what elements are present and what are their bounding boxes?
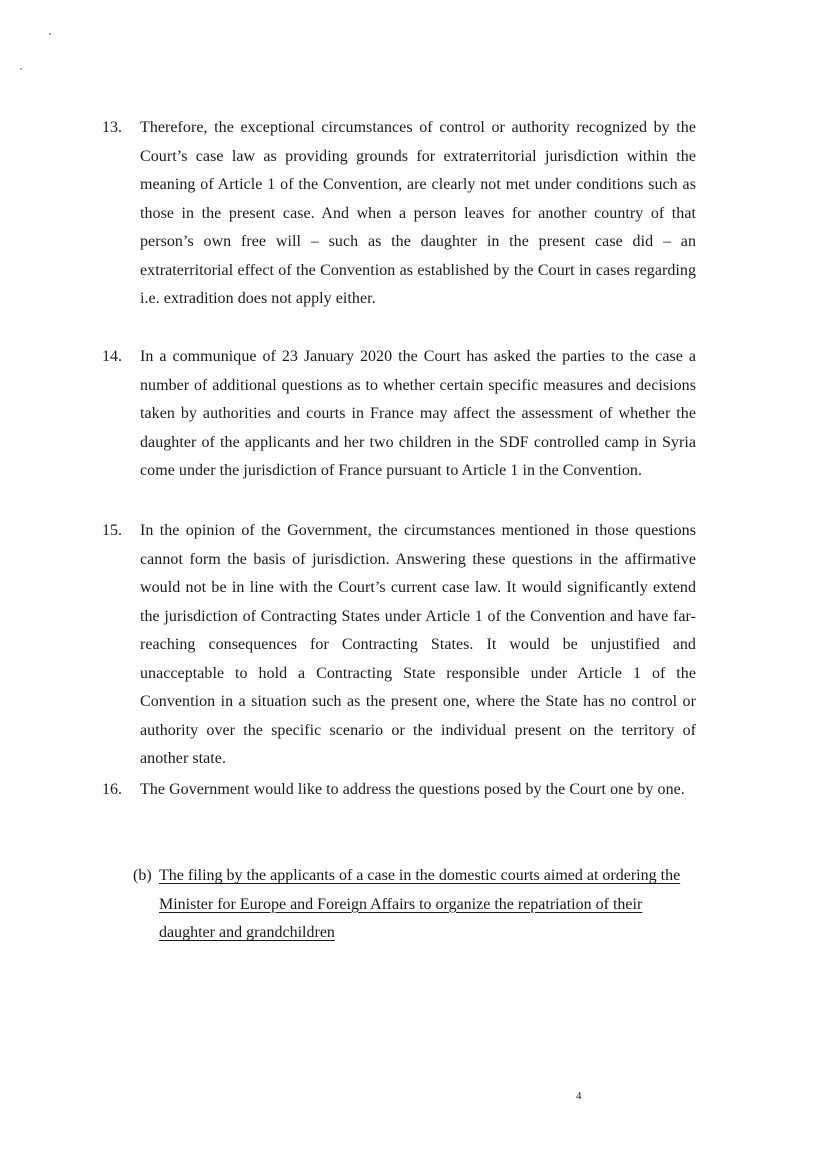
scan-speck xyxy=(49,33,51,35)
paragraph-text: In the opinion of the Government, the circumstances mentioned in those questions cannot form the basis of jurisdiction. Answering these questions in the affirmative would not be in line with the Court’s current case law. It would significantly extend the jurisdiction of Contracting States under Article 1 of the Convention and have far-reaching consequences for Contracting States. It would be unjustified and unacceptable to hold a Contracting State responsible under Article 1 of the Convention in a situation such as the present one, where the State has no control or authority over the specific scenario or the individual present on the territory of another state. xyxy=(140,522,696,767)
page-number: 4 xyxy=(576,1090,582,1102)
paragraph-number: 14. xyxy=(102,348,122,365)
subparagraph-label: (b) xyxy=(133,867,152,884)
paragraph-15 xyxy=(96,517,696,774)
paragraph-14 xyxy=(96,343,696,486)
paragraph-number: 13. xyxy=(102,119,122,136)
paragraph-number: 15. xyxy=(102,522,122,539)
paragraph-16 xyxy=(96,776,696,805)
paragraph-text: In a communique of 23 January 2020 the Court has asked the parties to the case a number of additional questions as to whether certain specific measures and decisions taken by authorities and courts in France may affect the assessment of whether the daughter of the applicants and her two children in the SDF controlled camp in Syria come under the jurisdiction of France pursuant to Article 1 in the Convention. xyxy=(140,348,696,479)
paragraph-text: The Government would like to address the questions posed by the Court one by one. xyxy=(140,781,685,798)
subparagraph-heading: The filing by the applicants of a case in the domestic courts aimed at ordering the Minister for Europe and Foreign Affairs to organize the repatriation of their daughter and grandchildren xyxy=(159,867,681,941)
scan-speck xyxy=(20,68,22,70)
paragraph-13 xyxy=(96,114,696,314)
subparagraph-b xyxy=(133,862,693,948)
paragraph-text: Therefore, the exceptional circumstances of control or authority recognized by the Court’s case law as providing grounds for extraterritorial jurisdiction within the meaning of Article 1 of the Convention, are clearly not met under conditions such as those in the present case. And when a person leaves for another country of that person’s own free will – such as the daughter in the present case did – an extraterritorial effect of the Convention as established by the Court in cases regarding i.e. extradition does not apply either. xyxy=(140,119,696,307)
paragraph-number: 16. xyxy=(102,781,122,798)
